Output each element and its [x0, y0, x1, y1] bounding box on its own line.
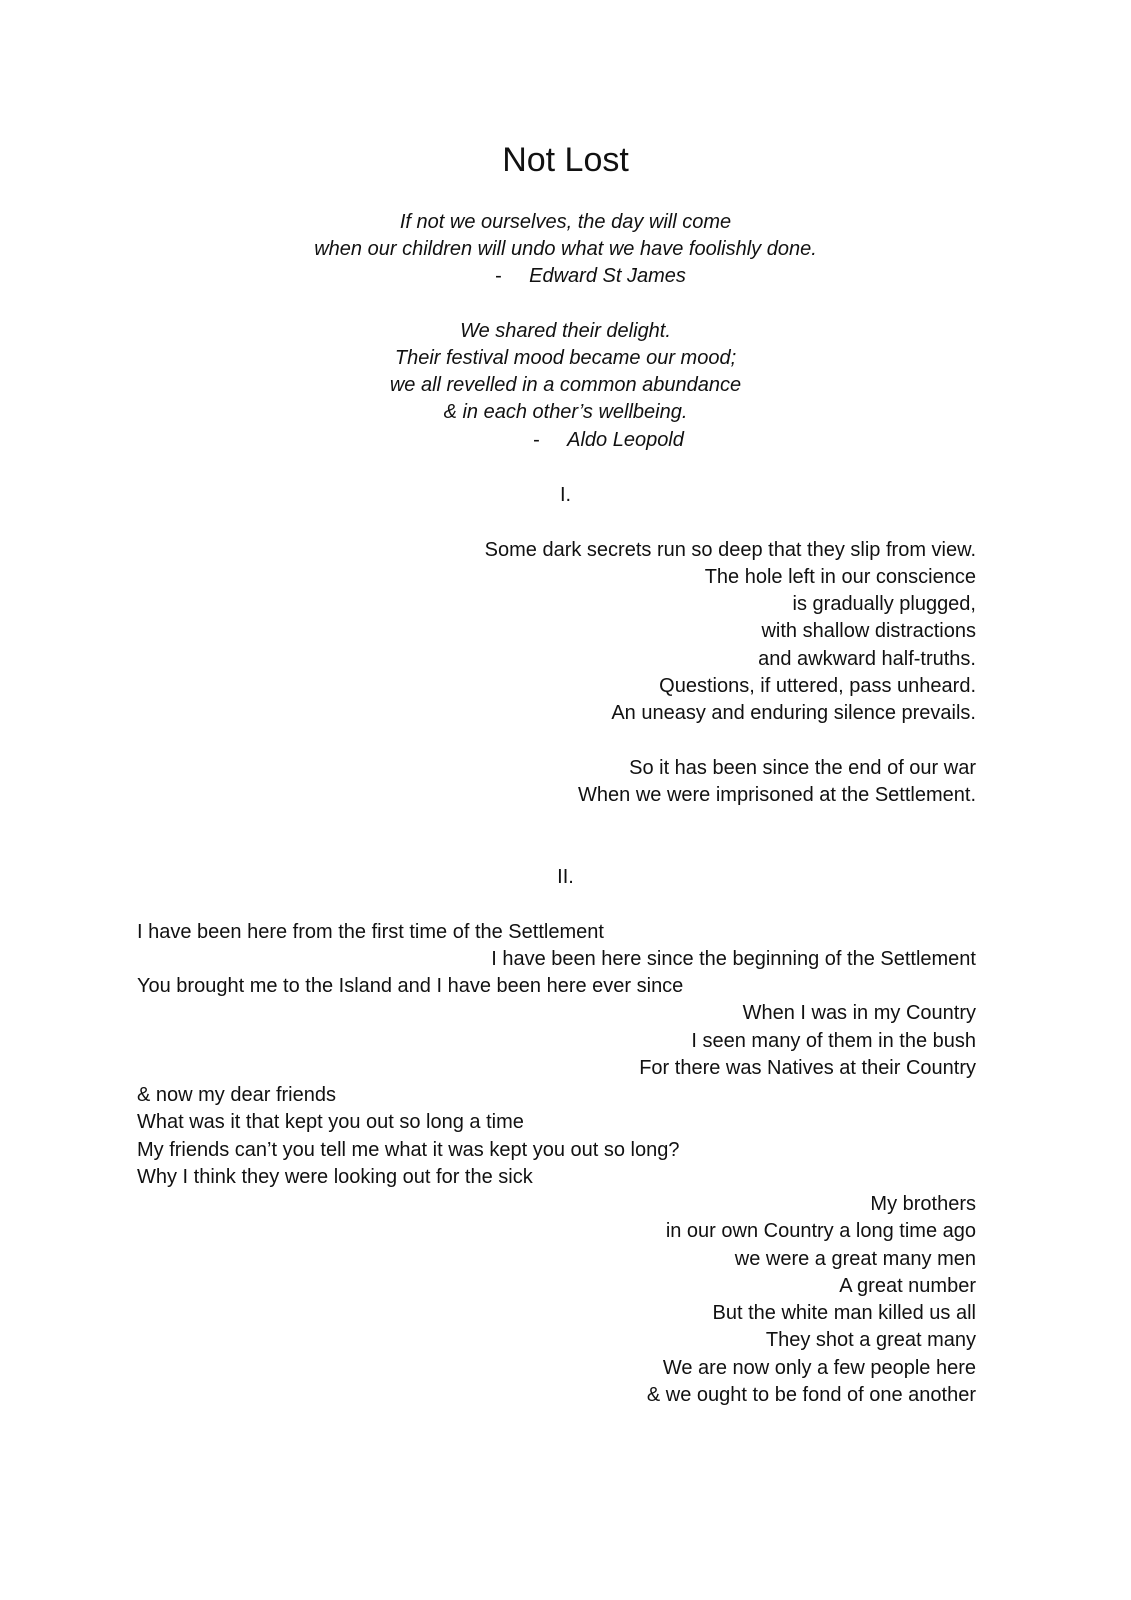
epigraph-line: when our children will undo what we have foolishly done. — [314, 238, 817, 260]
poem-line: What was it that kept you out so long a time — [137, 1111, 524, 1133]
poem-line: You brought me to the Island and I have been here ever since — [137, 975, 684, 997]
poem-line: & now my dear friends — [137, 1084, 336, 1106]
poem-line: and awkward half-truths. — [758, 648, 976, 670]
poem-line: in our own Country a long time ago — [665, 1220, 976, 1242]
attribution-dash: - — [533, 429, 540, 451]
poem-line: I seen many of them in the bush — [691, 1030, 976, 1052]
poem-line: An uneasy and enduring silence prevails. — [611, 702, 976, 724]
poem-line: When I was in my Country — [742, 1002, 976, 1024]
epigraph-line: & in each other’s wellbeing. — [443, 401, 688, 423]
epigraph-attribution — [0, 263, 1131, 290]
poem-line: we were a great many men — [734, 1248, 976, 1270]
poem-line: They shot a great many — [765, 1329, 976, 1351]
poem-line: But the white man killed us all — [712, 1302, 976, 1324]
epigraph-line: If not we ourselves, the day will come — [399, 211, 732, 233]
poem-line: The hole left in our conscience — [704, 566, 976, 588]
poem-line: Why I think they were looking out for the sick — [137, 1166, 533, 1188]
poem-line: We are now only a few people here — [662, 1357, 976, 1379]
poem-title: Not Lost — [502, 141, 629, 179]
epigraph-attribution — [0, 427, 1131, 454]
poem-line: My friends can’t you tell me what it was kept you out so long? — [137, 1139, 680, 1161]
poem-line: I have been here from the first time of the Settlement — [137, 921, 604, 943]
section-numeral: I. — [559, 484, 572, 506]
poem-line: & we ought to be fond of one another — [646, 1384, 976, 1406]
attribution-name: Aldo Leopold — [567, 429, 684, 451]
poem-line: For there was Natives at their Country — [639, 1057, 976, 1079]
poem-line: A great number — [839, 1275, 976, 1297]
poem-line: Some dark secrets run so deep that they slip from view. — [484, 539, 976, 561]
poem-line: Questions, if uttered, pass unheard. — [659, 675, 976, 697]
epigraph-line: we all revelled in a common abundance — [389, 374, 742, 396]
epigraph-line: We shared their delight. — [460, 320, 671, 342]
attribution-name: Edward St James — [529, 265, 686, 287]
epigraph-line: Their festival mood became our mood; — [394, 347, 737, 369]
poem-line: is gradually plugged, — [792, 593, 976, 615]
poem-line: So it has been since the end of our war — [629, 757, 976, 779]
section-numeral: II. — [557, 866, 574, 888]
attribution-dash: - — [495, 265, 502, 287]
poem-line: When we were imprisoned at the Settlement. — [578, 784, 976, 806]
poem-line: My brothers — [870, 1193, 976, 1215]
poem-line: with shallow distractions — [761, 620, 976, 642]
poem-line: I have been here since the beginning of the Settlement — [491, 948, 976, 970]
